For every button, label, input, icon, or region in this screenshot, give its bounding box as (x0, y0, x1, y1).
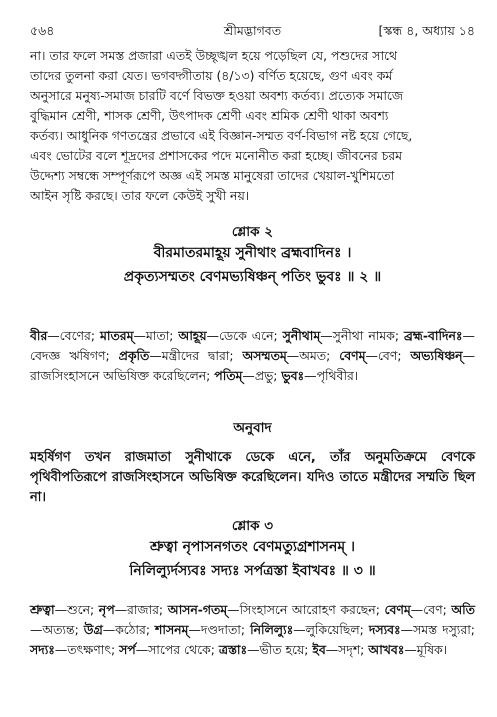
synonym-word: বীর (30, 328, 48, 343)
purport-line: এবং ভোটের বলে শূদ্রদের প্রশাসকের পদে মনোনীত করা হচ্ছে। জীবনের চরম (30, 148, 403, 163)
synonym-word: ইব (312, 642, 326, 657)
synonyms-text: শ্রুত্বা—শুনে; নৃপ—রাজার; আসন-গতম্—সিংহাসনে আরোহণ করছেন; বেণম্—বেণ; অতি—অত্যন্ত; উগ্র—কঠোর; শাসনম্—দণ্ডদাতা; নিলিল্যুঃ—লুকিয়েছিল; দস্যবঃ—সমস্ত দস্যুরা; সদ্যঃ—তৎক্ষণাৎ; সর্প—সাপের থেকে; ত্রস্তাঃ—ভীত হয়ে; ইব—সদৃশ; আখবঃ—মূষিক। (30, 602, 475, 657)
page-number: ৫৬৪ (30, 23, 55, 38)
synonym-word: সদ্যঃ (30, 642, 55, 657)
synonym-word: বেণম্ (384, 602, 411, 617)
synonym-word: অতি (451, 602, 475, 617)
verse-2-line-2: প্রকৃত্যসম্মতং বেণমভ্যষিঞ্চন্ পতিং ভুবঃ ॥ ২ ॥ (123, 269, 382, 285)
synonym-meaning: মাতা (145, 328, 170, 343)
translation-heading-block (30, 418, 475, 440)
synonym-word: দস্যবঃ (368, 622, 401, 637)
synonym-meaning: দণ্ডদাতা (200, 622, 241, 637)
synonym-meaning: রাজার (127, 602, 159, 617)
synonym-meaning: অত্যন্ত (42, 622, 75, 637)
synonym-meaning: অমত (299, 348, 327, 363)
synonym-meaning: সমস্ত দস্যুরা (413, 622, 471, 637)
synonym-word: অসম্মতম্ (242, 348, 287, 363)
synonym-meaning: ডেকে এনে (218, 328, 274, 343)
synonym-meaning: তৎক্ষণাৎ (67, 642, 111, 657)
synonym-meaning: সিংহাসনে আরোহণ করছেন (239, 602, 376, 617)
verse-2-block (30, 222, 475, 292)
purport-line: বুদ্ধিমান শ্রেণী, শাসক শ্রেণী, উৎপাদক শ্রেণী এবং শ্রমিক শ্রেণী থাকা অবশ্য (30, 108, 389, 123)
synonym-meaning: বেণ (377, 348, 398, 363)
synonym-meaning: বেণের (59, 328, 91, 343)
verse-2-line-1: বীরমাতরমাহূয় সুনীথাং ব্রহ্মবাদিনঃ । (153, 245, 352, 261)
synonym-word: শাসনম্ (155, 622, 189, 637)
verse-3-block (30, 516, 475, 586)
synonym-word: সুনীথাম্ (282, 328, 321, 343)
synonym-word: ব্রহ্ম-বাদিনঃ (403, 328, 463, 343)
translation-text: মহর্ষিগণ তখন রাজমাতা সুনীথাকে ডেকে এনে, তাঁর অনুমতিক্রমে বেণকে পৃথিবীপতিরূপে রাজসিংহাসনে অভিষিক্ত করেছিলেন। যদিও তাতে মন্ত্রীদের সম্মতি ছিল না। (30, 450, 475, 505)
synonym-word: ত্রস্তাঃ (218, 642, 248, 657)
synonym-word: প্রকৃতি (118, 348, 150, 363)
running-head (30, 22, 475, 40)
translation-heading: অনুবাদ (233, 420, 272, 436)
book-title: শ্রীমদ্ভাগবত (223, 23, 282, 38)
verse-3-heading: শ্লোক ৩ (231, 518, 274, 534)
synonym-meaning: সাপের থেকে (148, 642, 211, 657)
verse-3-line-2: নিলিল্যুর্দস্যবঃ সদ্যঃ সর্পত্রস্তা ইবাখবঃ ॥ ৩ ॥ (129, 563, 376, 579)
purport-line: কর্তব্য। আধুনিক গণতন্ত্রের প্রভাবে এই বিজ্ঞান-সম্মত বর্ণ-বিভাগ নষ্ট হয়ে গেছে, (30, 128, 413, 143)
synonym-meaning: সুনীথা নামক (332, 328, 395, 343)
synonym-word: ভুবঃ (281, 368, 305, 383)
synonym-word: নিলিল্যুঃ (250, 622, 294, 637)
purport-line: আইন সৃষ্টি করছে। তার ফলে কেউই সুখী নয়। (30, 188, 250, 203)
synonym-meaning: শুনে (66, 602, 91, 617)
synonym-meaning: মূষিক। (416, 642, 448, 657)
synonym-meaning: পৃথিবীর। (316, 368, 359, 383)
verse-2-heading: শ্লোক ২ (231, 224, 274, 240)
synonym-meaning: মন্ত্রীদের দ্বারা (161, 348, 230, 363)
synonym-meaning: ভীত হয়ে (259, 642, 305, 657)
synonym-word: উগ্র (83, 622, 103, 637)
synonym-meaning: লুকিয়েছিল (305, 622, 360, 637)
synonym-word: সর্প (119, 642, 136, 657)
synonym-word: আখবঃ (368, 642, 405, 657)
synonym-word: আসন-গতম্ (167, 602, 228, 617)
purport-line: তাদের তুলনা করা যেত। ভগবদ্গীতায় (৪/১৩) বর্ণিত হয়েছে, গুণ এবং কর্ম (30, 68, 393, 83)
synonym-meaning: কঠোর (115, 622, 146, 637)
synonym-word: মাতরম্ (99, 328, 134, 343)
chapter-location: [স্কন্ধ ৪, অধ্যায় ১৪ (378, 23, 475, 38)
purport-line: অনুসারে মনুষ্য-সমাজ চারটি বর্ণে বিভক্ত হওয়া অবশ্য কর্তব্য। প্রত্যেক সমাজে (30, 88, 403, 103)
synonym-word: অভ্যষিঞ্চন্ (410, 348, 463, 363)
synonym-word: বেণম্ (339, 348, 366, 363)
translation-block (30, 448, 475, 508)
verse-3-line-1: শ্রুত্বা নৃপাসনগতং বেণমত্যুগ্রশাসনম্ । (149, 539, 356, 555)
synonym-meaning: প্রভু (254, 368, 274, 383)
purport-paragraph (30, 46, 475, 206)
verse-3-synonyms (30, 600, 475, 660)
verse-2-synonyms (30, 326, 475, 386)
synonyms-text: বীর—বেণের; মাতরম্—মাতা; আহূয়—ডেকে এনে; সুনীথাম্—সুনীথা নামক; ব্রহ্ম-বাদিনঃ—বেদজ্ঞ ঋষিগণ; প্রকৃতি—মন্ত্রীদের দ্বারা; অসম্মতম্—অমত; বেণম্—বেণ; অভ্যষিঞ্চন্—রাজসিংহাসনে অভিষিক্ত করেছিলেন; পতিম্—প্রভু; ভুবঃ—পৃথিবীর। (30, 328, 475, 383)
synonym-meaning: বেণ (423, 602, 443, 617)
synonym-meaning: সদৃশ (338, 642, 361, 657)
purport-line: না। তার ফলে সমস্ত প্রজারা এতই উচ্ছৃঙ্খল হয়ে পড়েছিল যে, পশুদের সাথে (30, 48, 398, 63)
synonym-meaning: বেদজ্ঞ ঋষিগণ (30, 348, 106, 363)
synonym-meaning: রাজসিংহাসনে অভিষিক্ত করেছিলেন (30, 368, 207, 383)
synonym-word: আহূয় (178, 328, 207, 343)
synonym-word: শ্রুত্বা (30, 602, 55, 617)
purport-line: উদ্দেশ্য সম্বন্ধে সম্পূর্ণরূপে অজ্ঞ এই সমস্ত মানুষেরা তাদের খেয়াল-খুশিমতো (30, 168, 395, 183)
synonym-word: পতিম্ (214, 368, 243, 383)
synonym-word: নৃপ (98, 602, 115, 617)
